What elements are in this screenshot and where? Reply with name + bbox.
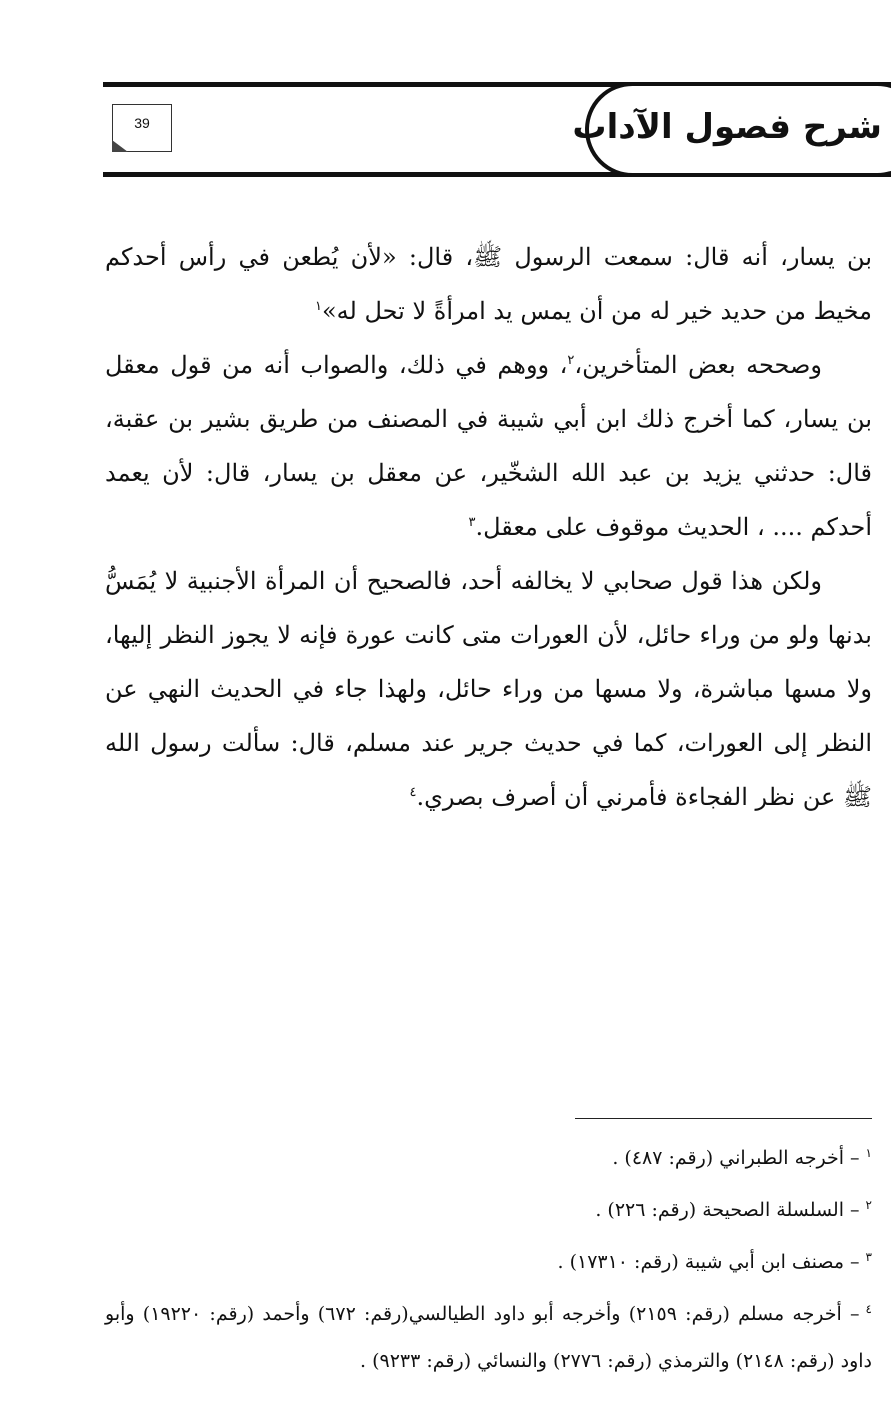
paragraph-1 bbox=[105, 230, 872, 338]
footnote-separator bbox=[575, 1118, 872, 1119]
paragraph-2 bbox=[105, 338, 872, 554]
footnote-3-number: ٣ bbox=[865, 1250, 872, 1264]
footnote-4-text: – أخرجه مسلم (رقم: ٢١٥٩) وأخرجه أبو داود الطيالسي(رقم: ٦٧٢) وأحمد (رقم: ١٩٢٢٠) وأبو داود (رقم: ٢١٤٨) والترمذي (رقم: ٢٧٧٦) والنسائي (رقم: ٩٢٣٣) . bbox=[105, 1303, 872, 1372]
footnote-1 bbox=[105, 1130, 872, 1182]
footnote-ref-3: ٣ bbox=[468, 515, 476, 530]
footnote-ref-4: ٤ bbox=[409, 785, 417, 800]
footnote-3 bbox=[105, 1234, 872, 1286]
footnote-1-number: ١ bbox=[865, 1146, 872, 1160]
footnote-4-number: ٤ bbox=[865, 1302, 872, 1316]
footnote-ref-2: ٢ bbox=[567, 353, 575, 368]
page-number: 39 bbox=[134, 115, 150, 131]
footnote-3-text: – مصنف ابن أبي شيبة (رقم: ١٧٣١٠) . bbox=[557, 1251, 860, 1273]
footnote-2-text: – السلسلة الصحيحة (رقم: ٢٢٦) . bbox=[595, 1199, 860, 1221]
page-number-box bbox=[112, 104, 172, 152]
paragraph-2-text-b: ، ووهم في ذلك، والصواب أنه من قول معقل بن يسار، كما أخرج ذلك ابن أبي شيبة في المصنف من طريق بشير بن عقبة، قال: حدثني يزيد بن عبد الله الشخّير، عن معقل بن يسار، قال: لأن يعمد أحدكم .... ، الحديث موقوف على معقل. bbox=[105, 351, 872, 541]
paragraph-2-text-a: وصححه بعض المتأخرين، bbox=[574, 351, 823, 379]
main-text bbox=[105, 230, 872, 824]
book-title: شرح فصول الآداب bbox=[572, 107, 882, 147]
footnote-2 bbox=[105, 1182, 872, 1234]
footnote-1-text: – أخرجه الطبراني (رقم: ٤٨٧) . bbox=[612, 1147, 860, 1169]
paragraph-3-text: ولكن هذا قول صحابي لا يخالفه أحد، فالصحيح أن المرأة الأجنبية لا يُمَسُّ بدنها ولو من وراء حائل، لأن العورات متى كانت عورة فإنه لا يجوز النظر إليها، ولا مسها مباشرة، ولا مسها من وراء حائل، ولهذا جاء في الحديث النهي عن النظر إلى العورات، كما في حديث جرير عند مسلم، قال: سألت رسول الله ﷺ عن نظر الفجاءة فأمرني أن أصرف بصري. bbox=[105, 567, 873, 811]
footnotes bbox=[105, 1130, 872, 1385]
footnote-4 bbox=[105, 1286, 872, 1385]
footnote-2-number: ٢ bbox=[865, 1198, 872, 1212]
page-fold-icon bbox=[112, 140, 128, 152]
paragraph-1-text: بن يسار، أنه قال: سمعت الرسول ﷺ، قال: «لأن يُطعن في رأس أحدكم مخيط من حديد خير له من أن يمس يد امرأةً لا تحل له» bbox=[105, 243, 872, 325]
paragraph-3 bbox=[105, 554, 872, 824]
footnote-ref-1: ١ bbox=[315, 299, 322, 314]
page-header bbox=[0, 0, 891, 190]
